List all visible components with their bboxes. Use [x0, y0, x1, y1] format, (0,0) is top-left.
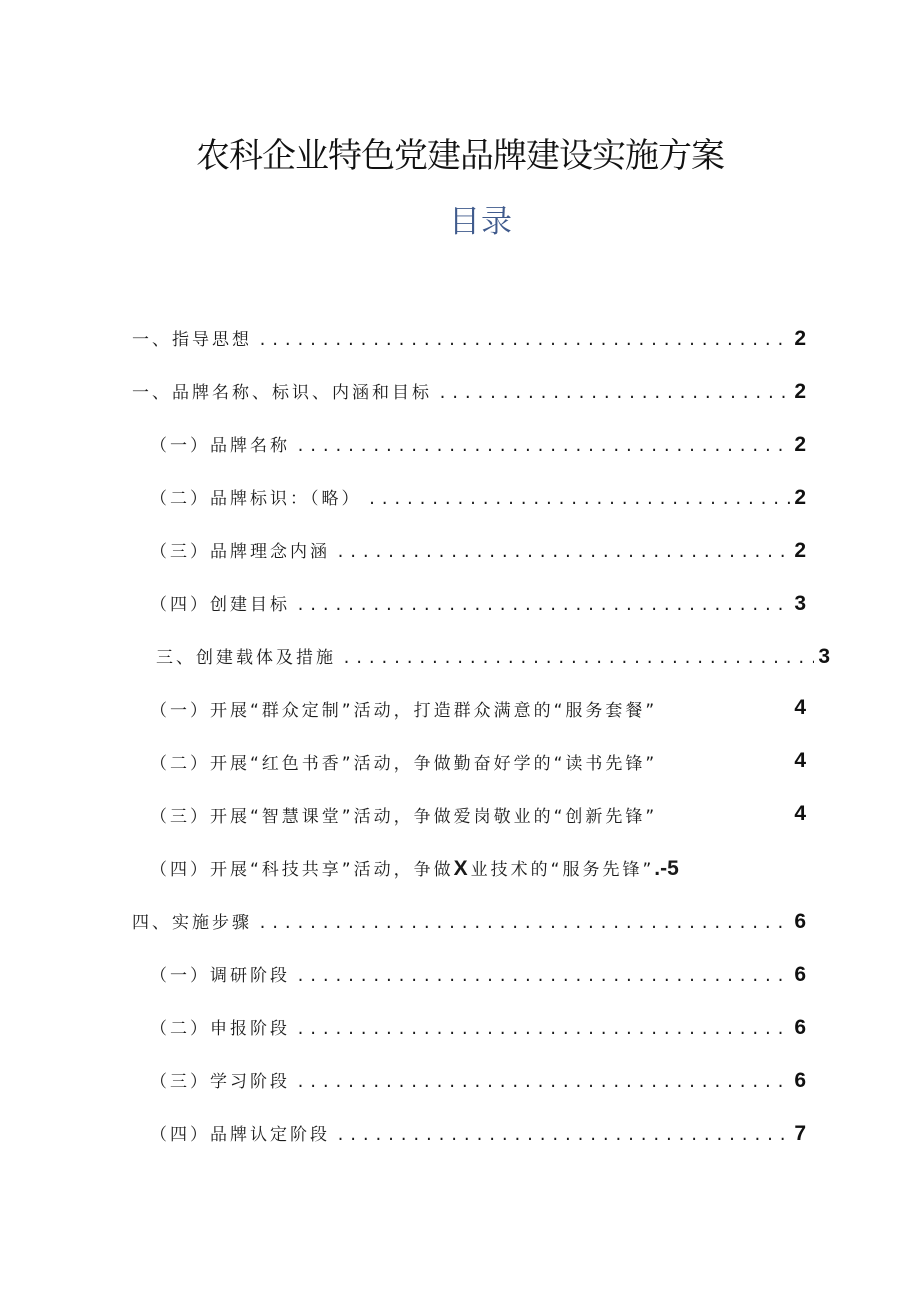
toc-entry-label: （二）开展“红色书香”活动，争做勤奋好学的“读书先锋”	[150, 754, 658, 774]
toc-entry-application-stage[interactable]	[150, 1014, 806, 1042]
toc-leader-dots	[296, 1020, 790, 1038]
toc-leader-dots	[296, 1073, 790, 1091]
toc-leader-dots	[258, 331, 790, 349]
toc-page-number: 3	[818, 645, 830, 668]
toc-entry-brand-name-logo-goals[interactable]	[132, 378, 806, 406]
toc-leader-dots	[296, 437, 790, 455]
toc-leader-dots	[342, 649, 814, 667]
toc-entry-label: 四、实施步骤	[132, 913, 252, 933]
toc-leader-dots	[258, 914, 790, 932]
toc-entry-brand-name[interactable]	[150, 431, 806, 459]
toc-page-number: 6	[794, 1016, 806, 1039]
toc-leader-dots	[296, 596, 790, 614]
toc-entry-guiding-ideology[interactable]	[132, 325, 806, 353]
toc-page-number: 4	[794, 749, 806, 772]
toc-heading: 目录	[449, 204, 513, 240]
toc-page-number: 4	[794, 696, 806, 719]
toc-entry-label: （四）创建目标	[150, 595, 290, 615]
toc-leader-dots	[296, 967, 790, 985]
toc-entry-brand-logo[interactable]	[150, 484, 806, 512]
toc-entry-research-stage[interactable]	[150, 961, 806, 989]
toc-entry-brand-certification-stage[interactable]	[150, 1120, 806, 1148]
toc-page-number: .-5	[654, 857, 679, 880]
toc-entry-implementation-steps[interactable]	[132, 908, 806, 936]
toc-entry-label: （三）品牌理念内涵	[150, 542, 330, 562]
toc-entry-label: （一）调研阶段	[150, 966, 290, 986]
toc-page-number: 6	[794, 1069, 806, 1092]
toc-entry-label: 一、指导思想	[132, 330, 252, 350]
toc-page-number: 6	[794, 963, 806, 986]
toc-entry-smart-classroom[interactable]	[150, 802, 806, 830]
toc-entry-label: 三、创建载体及措施	[156, 648, 336, 668]
toc-page-number: 2	[794, 539, 806, 562]
toc-leader-dots	[336, 1126, 790, 1144]
toc-entry-label: （三）开展“智慧课堂”活动，争做爱岗敬业的“创新先锋”	[150, 807, 658, 827]
toc-leader-dots	[336, 543, 790, 561]
toc-label-part: （四）开展“科技共享”活动，争做	[150, 860, 454, 880]
toc-leader-dots	[368, 490, 791, 508]
toc-entry-label: （一）开展“群众定制”活动，打造群众满意的“服务套餐”	[150, 701, 658, 721]
toc-page-number: 2	[794, 327, 806, 350]
toc-entry-label: （一）品牌名称	[150, 436, 290, 456]
toc-entry-creation-goals[interactable]	[150, 590, 806, 618]
toc-entry-label: （二）申报阶段	[150, 1019, 290, 1039]
toc-entry-label: （二）品牌标识：（略）	[150, 489, 362, 509]
toc-label-part: 业技术的“服务先锋”	[470, 860, 655, 880]
document-title: 农科企业特色党建品牌建设实施方案	[196, 136, 724, 176]
toc-entry-label: （四）品牌认定阶段	[150, 1125, 330, 1145]
toc-entry-mass-custom[interactable]	[150, 696, 806, 724]
toc-entry-label: 一、品牌名称、标识、内涵和目标	[132, 383, 432, 403]
toc-page-number: 3	[794, 592, 806, 615]
toc-entry-carriers-measures[interactable]	[156, 643, 830, 671]
toc-label-x: X	[453, 857, 471, 880]
toc-entry-label: （三）学习阶段	[150, 1072, 290, 1092]
toc-entry-label	[150, 855, 679, 881]
toc-page-number: 2	[794, 380, 806, 403]
toc-entry-learning-stage[interactable]	[150, 1067, 806, 1095]
toc-page-number: 7	[794, 1122, 806, 1145]
toc-page-number: 2	[794, 433, 806, 456]
toc-entry-tech-sharing[interactable]	[150, 855, 750, 883]
toc-leader-dots	[438, 384, 790, 402]
toc-page-number: 6	[794, 910, 806, 933]
toc-page-number: 2	[794, 486, 806, 509]
toc-page-number: 4	[794, 802, 806, 825]
toc-entry-brand-concept[interactable]	[150, 537, 806, 565]
toc-entry-red-reading[interactable]	[150, 749, 806, 777]
